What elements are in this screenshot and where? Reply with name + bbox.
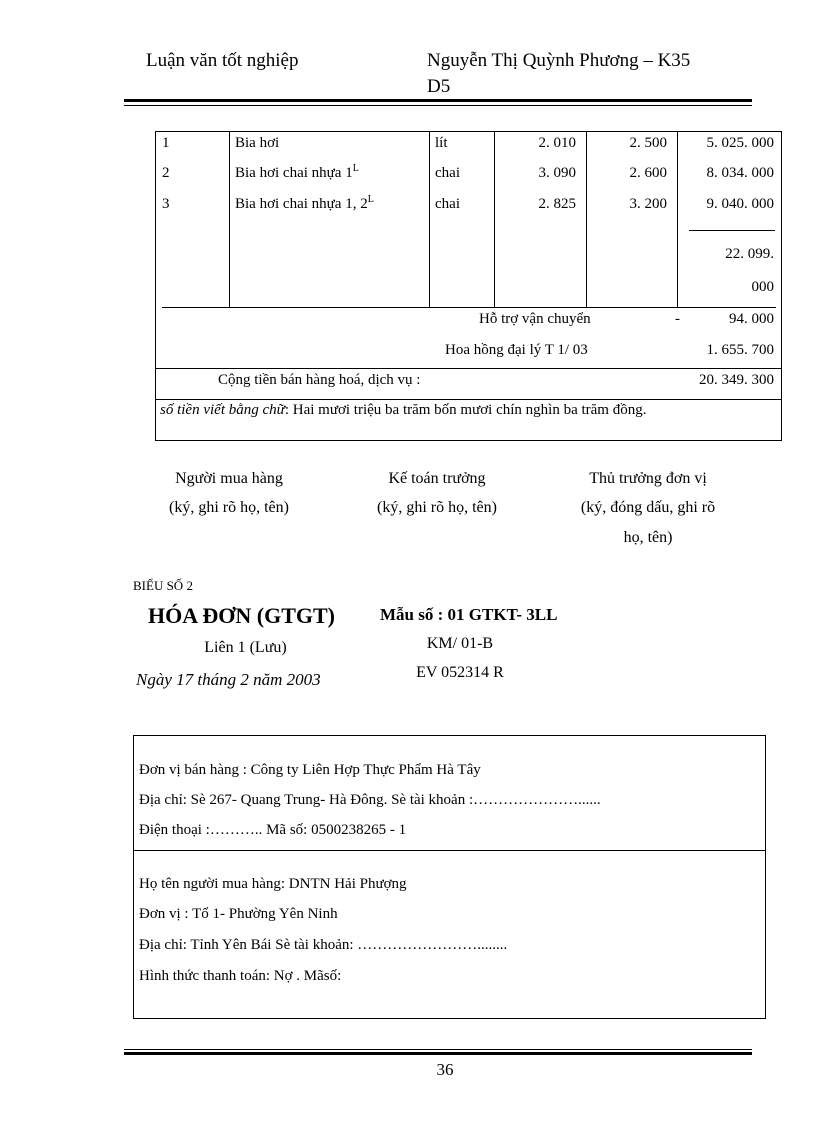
commission-label: Hoa hồng đại lý T 1/ 03	[445, 342, 588, 358]
table-row-3-qty: 2. 825	[538, 196, 576, 212]
table-row-1-amount: 5. 025. 000	[706, 135, 774, 151]
signature-director-title: Thủ trưởng đơn vị	[589, 470, 707, 487]
table-row-2-stt: 2	[162, 165, 170, 181]
seller-address: Địa chỉ: Sè 267- Quang Trung- Hà Đông. Sè tài khoản :…………………......	[139, 792, 601, 808]
invoice-form-number: Mẫu số : 01 GTKT- 3LL	[380, 605, 558, 624]
seller-phone: Điện thoại :……….. Mã số: 0500238265 - 1	[139, 822, 407, 838]
signature-director-note1: (ký, đóng dấu, ghi rõ	[580, 499, 716, 516]
amount-in-words	[160, 402, 646, 419]
buyer-unit: Đơn vị : Tổ 1- Phường Yên Ninh	[139, 906, 338, 922]
table-row-1-stt: 1	[162, 135, 170, 151]
exhibit-label: BIỂU SỐ 2	[133, 578, 193, 593]
table-row-2-name: Bia hơi chai nhựa $1^L$	[235, 163, 359, 181]
signature-accountant-note: (ký, ghi rõ họ, tên)	[377, 499, 497, 516]
header-left: Luận văn tốt nghiệp	[146, 50, 299, 71]
table-row-3-name: Bia hơi chai nhựa 1, $2^L$	[235, 194, 374, 212]
transport-value: 94. 000	[729, 311, 774, 327]
table-row-3-unit: chai	[435, 196, 460, 212]
party-info-divider	[134, 850, 765, 851]
amount-in-words-label: số tiền viết bằng chữ	[160, 402, 285, 418]
table-row-1-price: 2. 500	[629, 135, 667, 151]
header-rule-thin	[124, 105, 752, 106]
amount-in-words-value: : Hai mươi triệu ba trăm bốn mươi chín nghìn ba trăm đồng.	[284, 402, 647, 418]
invoice-serial: EV 052314 R	[416, 664, 504, 681]
subtotal-line1: 22. 099.	[725, 246, 774, 262]
header-rule-thick	[124, 99, 752, 102]
header-right-line1: Nguyễn Thị Quỳnh Phương – K35	[427, 50, 691, 71]
invoice-code: KM/ 01-B	[426, 635, 494, 652]
signature-buyer-note: (ký, ghi rõ họ, tên)	[169, 499, 289, 516]
page-number: 36	[436, 1060, 454, 1079]
footer-rule-thick	[124, 1052, 752, 1055]
table-row-3-amount: 9. 040. 000	[706, 196, 774, 212]
table-row-1-name: Bia hơi	[235, 135, 280, 151]
transport-label: Hỗ trợ vận chuyển	[479, 311, 591, 327]
table-row-2-qty: 3. 090	[538, 165, 576, 181]
buyer-payment: Hình thức thanh toán: Nợ . Mãsố:	[139, 968, 342, 984]
table-row-1-qty: 2. 010	[538, 135, 576, 151]
invoice-title: HÓA ĐƠN (GTGT)	[148, 603, 336, 628]
seller-unit: Đơn vị bán hàng : Công ty Liên Hợp Thực Phẩm Hà Tây	[139, 762, 481, 778]
transport-sign: -	[675, 311, 680, 327]
subtotal-line2: 000	[751, 279, 774, 295]
total-value: 20. 349. 300	[699, 372, 774, 388]
header-right-line2: D5	[427, 76, 451, 97]
table-row-3-price: 3. 200	[629, 196, 667, 212]
signature-director-note2: họ, tên)	[623, 529, 673, 546]
commission-value: 1. 655. 700	[706, 342, 774, 358]
buyer-name: Họ tên người mua hàng: DNTN Hải Phượng	[139, 876, 407, 892]
table-row-3-stt: 3	[162, 196, 170, 212]
table-row-2-price: 2. 600	[629, 165, 667, 181]
table-row-2-amount: 8. 034. 000	[706, 165, 774, 181]
total-label: Cộng tiền bán hàng hoá, dịch vụ :	[218, 372, 421, 388]
table-row-2-unit: chai	[435, 165, 460, 181]
invoice-copy: Liên 1 (Lưu)	[204, 639, 287, 656]
signature-accountant-title: Kế toán trưởng	[388, 470, 486, 487]
footer-rule-thin	[124, 1049, 752, 1050]
signature-buyer-title: Người mua hàng	[175, 470, 283, 487]
table-row-1-unit: lít	[435, 135, 448, 151]
buyer-address: Địa chỉ: Tỉnh Yên Bái Sè tài khoản: ……………………........	[139, 937, 508, 953]
invoice-date: Ngày 17 tháng 2 năm 2003	[136, 670, 321, 689]
